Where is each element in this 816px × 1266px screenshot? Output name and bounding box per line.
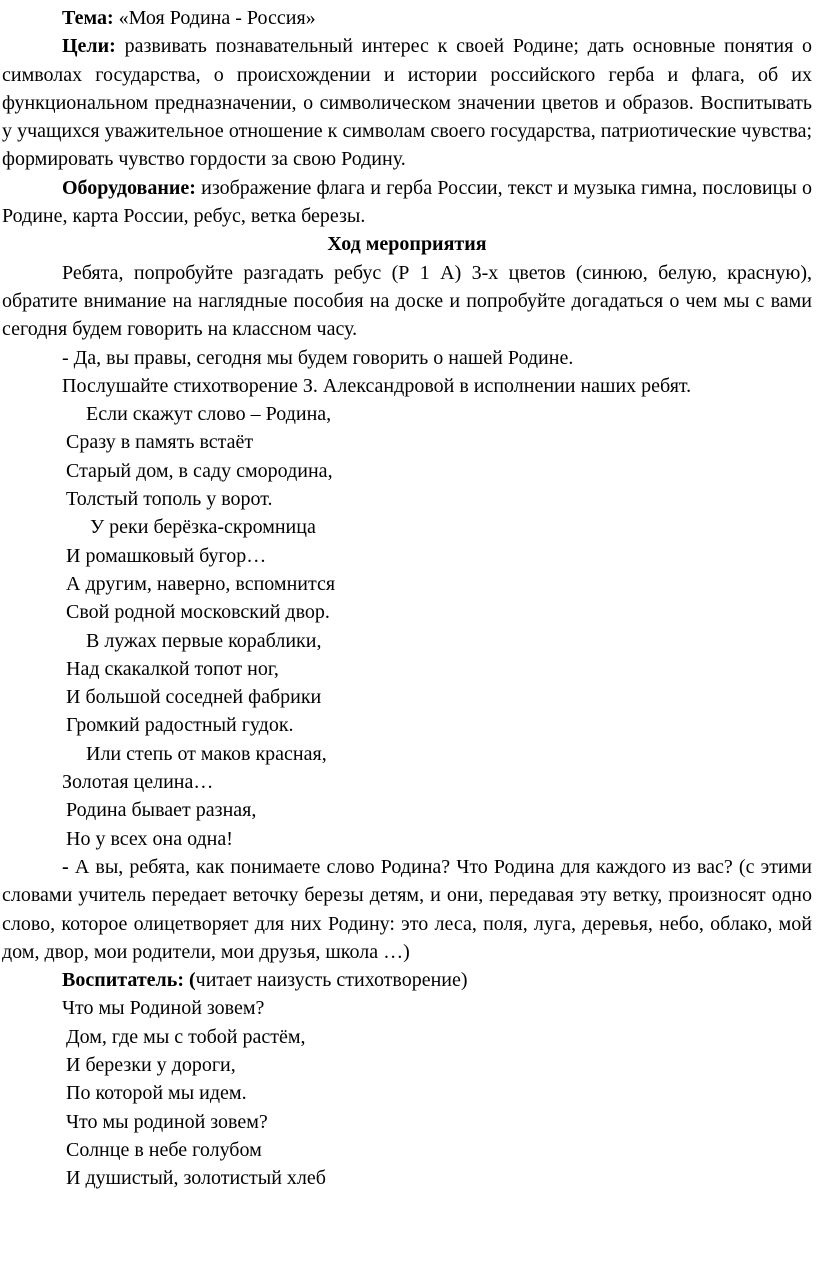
poem-line: Над скакалкой топот ног, [66,657,279,680]
poem-line: В лужах первые кораблики, [86,629,322,652]
theme-text: «Моя Родина - Россия» [113,7,316,29]
poem-line: Свой родной московский двор. [66,601,330,624]
goals-text: развивать познавательный интерес к своей Родине; дать основные понятия о символах государства, о происхождении и истории российского герба и флага, об их функциональном предназначении, о символическом значении цветов и образов. Воспитывать у учащихся уважительное отношение к символам своего государства, патриотические чувства; формировать чувство гордости за свою Родину. [2,35,812,171]
poem-line: Солнце в небе голубом [66,1138,262,1161]
poem-line: Толстый тополь у ворот. [66,488,273,511]
reply-paragraph: - Да, вы правы, сегодня мы будем говорить о нашей Родине. [62,346,574,369]
poem-line: А другим, наверно, вспомнится [66,572,336,595]
theme-label: Тема: [62,7,114,29]
poem-line: Громкий радостный гудок. [66,714,294,737]
question-text: А вы, ребята, как понимаете слово Родина? Что Родина для каждого из вас? (с этими словами учитель передает веточку березы детям, и они, передавая эту ветку, произносят одно слово, которое олицетворяет для них Родину: это леса, поля, луга, деревья, небо, облако, мой дом, двор, мои родители, мои друзья, школа …) [2,855,812,963]
poem-line: Что мы родиной зовем? [66,1110,268,1133]
poem-line: И ромашковый бугор… [66,544,267,567]
poem-first [2,400,812,853]
poem-line: Дом, где мы с тобой растём, [66,1025,306,1048]
question-dash: - [62,855,69,878]
poem-line: И березки у дороги, [66,1053,236,1076]
goals-paragraph [2,32,812,173]
educator-label: Воспитатель: ( [62,969,196,992]
educator-text: читает наизусть стихотворение) [195,969,468,992]
poem-line: Что мы Родиной зовем? [62,997,265,1020]
poem-line: И большой соседней фабрики [66,686,322,709]
poem-line: У реки берёзка-скромница [90,516,316,539]
theme-paragraph [2,4,812,32]
poem-line: По которой мы идем. [66,1082,247,1105]
poem-line: Или степь от маков красная, [86,742,327,765]
poem-line: И душистый, золотистый хлеб [66,1167,326,1190]
question-paragraph [2,853,812,966]
poem-line: Но у всех она одна! [66,827,233,850]
poem-line: Родина бывает разная, [66,799,257,822]
equipment-text: изображение флага и герба России, текст и музыка гимна, пословицы о Родине, карта России, ребус, ветка березы. [2,176,812,228]
poem-line: Золотая целина… [62,771,214,794]
poem-line: Сразу в память встаёт [66,431,254,454]
goals-label: Цели: [62,35,116,58]
section-heading: Ход мероприятия [327,233,487,256]
poem-second [2,994,812,1192]
poem-line: Если скажут слово – Родина, [86,403,332,426]
poem-line: Старый дом, в саду смородина, [66,459,333,482]
listen-paragraph: Послушайте стихотворение З. Александровой в исполнении наших ребят. [62,374,692,397]
equipment-paragraph [2,174,812,231]
equipment-label: Оборудование: [62,176,196,199]
educator-paragraph [2,966,812,994]
intro-paragraph: Ребята, попробуйте разгадать ребус (Р 1 А) 3-х цветов (синюю, белую, красную), обратите внимание на наглядные пособия на доске и попробуйте догадаться о чем мы с вами сегодня будем говорить на классном часу. [2,261,812,341]
